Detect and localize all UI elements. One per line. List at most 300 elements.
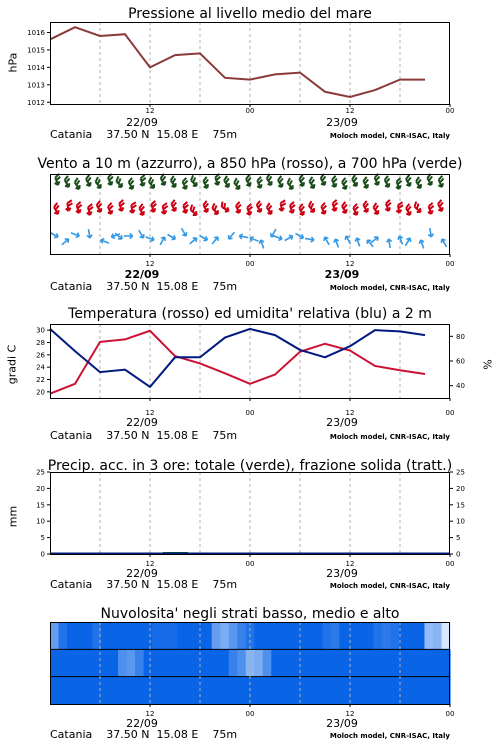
- wind-barb: [395, 202, 404, 213]
- wind-barb-stroke: [413, 177, 425, 189]
- cloud-cell: [110, 677, 119, 705]
- cloud-cell: [382, 677, 391, 705]
- y-tick-label-right: 15: [456, 501, 465, 510]
- temp-panel: [0, 296, 500, 444]
- cloud-panel: [0, 592, 500, 750]
- wind-barb: [403, 237, 412, 247]
- precip-chart: [0, 444, 500, 592]
- wind-barb-stroke: [264, 174, 276, 186]
- wind-barb-stroke: [284, 234, 294, 243]
- cloud-cell: [220, 649, 229, 677]
- cloud-cell: [169, 649, 178, 677]
- wind-barb: [209, 203, 221, 215]
- wind-barb-stroke: [306, 201, 318, 213]
- wind-barb-stroke: [105, 174, 116, 186]
- wind-barb-stroke: [360, 201, 371, 213]
- cloud-cell: [382, 622, 391, 650]
- wind-barb-stroke: [52, 174, 62, 186]
- wind-barb: [287, 202, 297, 214]
- wind-barb: [180, 202, 190, 214]
- wind-barb-stroke: [403, 204, 414, 216]
- wind-barb-stroke: [83, 175, 94, 187]
- cloud-cell: [220, 622, 229, 650]
- station-info: Catania 37.50 N 15.08 E 75m: [50, 728, 238, 741]
- wind-barb-stroke: [306, 177, 318, 189]
- cloud-cell: [339, 677, 348, 705]
- wind-barb: [179, 227, 188, 237]
- cloud-cell: [84, 677, 93, 705]
- pressure-chart: [0, 0, 500, 148]
- wind-barb: [339, 178, 350, 190]
- wind-barb: [372, 174, 383, 186]
- wind-barb-stroke: [296, 175, 307, 187]
- y-tick-label-right: 40: [456, 382, 465, 391]
- date-label: 22/09: [126, 116, 158, 129]
- wind-barb: [113, 176, 125, 188]
- wind-barb: [349, 175, 361, 187]
- wind-barb-stroke: [273, 234, 283, 242]
- cloud-cell: [76, 622, 85, 650]
- wind-barb-stroke: [275, 176, 286, 188]
- y-tick-label: 24: [36, 363, 45, 372]
- wind-barb: [94, 201, 105, 213]
- wind-barb: [51, 203, 62, 215]
- precip-title: Precip. acc. in 3 ore: totale (verde), frazione solida (tratt.): [47, 458, 453, 474]
- cloud-cell: [356, 649, 365, 677]
- wind-barb: [284, 234, 294, 243]
- cloud-cell: [127, 649, 136, 677]
- wind-barb: [258, 239, 266, 249]
- wind-barb: [306, 201, 318, 213]
- cloud-cell: [390, 649, 399, 677]
- cloud-cell: [161, 622, 170, 650]
- wind-barb: [85, 204, 95, 216]
- precip-ylabel: mm: [6, 505, 20, 528]
- cloud-cell: [373, 649, 382, 677]
- cloud-cell: [433, 622, 442, 650]
- wind-barb: [136, 204, 147, 216]
- wind-barb: [278, 200, 287, 211]
- cloud-cell: [220, 677, 229, 705]
- cloud-cell: [186, 649, 195, 677]
- cloud-cell: [152, 677, 161, 705]
- wind-barb-stroke: [124, 234, 133, 239]
- wind-barb-stroke: [349, 175, 361, 187]
- wind-barb: [138, 175, 148, 187]
- wind-barb-stroke: [138, 175, 148, 187]
- wind-barb: [318, 174, 329, 186]
- wind-barb-stroke: [403, 175, 414, 187]
- wind-barb-stroke: [168, 200, 179, 212]
- wind-barb: [64, 200, 73, 211]
- wind-barb: [424, 174, 435, 186]
- wind-barb-stroke: [372, 174, 383, 186]
- cloud-cell: [424, 649, 433, 677]
- y-tick-label: 26: [36, 351, 45, 360]
- pressure-panel: [0, 0, 500, 148]
- wind-chart: [0, 148, 500, 296]
- wind-barb: [397, 235, 405, 245]
- wind-barb: [386, 239, 392, 249]
- wind-barb: [413, 177, 425, 189]
- cloud-cell: [110, 622, 119, 650]
- x-tick-label: 00: [445, 409, 455, 417]
- y-tick-label: 22: [36, 376, 45, 384]
- cloud-cell: [144, 649, 153, 677]
- cloud-cell: [195, 677, 204, 705]
- cloud-cell: [331, 649, 340, 677]
- cloud-cell: [229, 677, 238, 705]
- date-label: 23/09: [324, 268, 360, 281]
- wind-barb-stroke: [440, 238, 449, 248]
- wind-barb: [227, 230, 237, 240]
- wind-barb: [383, 200, 393, 212]
- cloud-cell: [433, 677, 442, 705]
- wind-barb: [305, 236, 315, 242]
- cloud-cell: [118, 622, 127, 650]
- date-label: 23/09: [326, 116, 358, 129]
- cloud-cell: [84, 622, 93, 650]
- cloud-cell: [212, 622, 221, 650]
- cloud-cell: [237, 677, 246, 705]
- cloud-cell: [263, 677, 272, 705]
- cloud-cell: [144, 677, 153, 705]
- wind-barb: [146, 177, 158, 189]
- wind-barb: [330, 200, 340, 212]
- wind-barb: [436, 176, 447, 188]
- wind-barb-stroke: [92, 177, 104, 189]
- x-tick-label: 12: [345, 260, 355, 268]
- wind-barb-stroke: [350, 204, 361, 216]
- wind-barb: [294, 231, 304, 240]
- wind-barb: [200, 201, 211, 213]
- wind-barb: [411, 202, 423, 214]
- wind-barb: [52, 174, 62, 186]
- wind-barb: [284, 178, 296, 190]
- wind-barb: [105, 174, 116, 186]
- wind-barb-stroke: [386, 239, 392, 249]
- wind-barb: [403, 175, 414, 187]
- wind-barb-stroke: [354, 237, 362, 247]
- cloud-cell: [339, 622, 348, 650]
- wind-barb-stroke: [329, 176, 340, 188]
- wind-barb-stroke: [209, 203, 221, 215]
- wind-barb: [403, 204, 414, 216]
- wind-barb-stroke: [74, 202, 84, 214]
- wind-barb-stroke: [244, 204, 254, 216]
- wind-barb-stroke: [168, 176, 180, 188]
- model-credit: Moloch model, CNR-ISAC, Italy: [329, 132, 450, 140]
- cloud-cell: [280, 622, 289, 650]
- y-tick-label-right: 5: [456, 534, 461, 543]
- cloud-cell: [254, 622, 263, 650]
- cloud-cell: [314, 677, 323, 705]
- wind-barb: [318, 203, 329, 215]
- wind-barb: [158, 236, 167, 246]
- wind-barb: [60, 237, 70, 247]
- wind-barb: [360, 201, 371, 213]
- cloud-cell: [297, 622, 306, 650]
- y-tick-label: 1013: [27, 81, 45, 90]
- pressure-ylabel: hPa: [6, 52, 20, 73]
- wind-barb: [264, 203, 276, 215]
- wind-barb: [360, 177, 371, 189]
- wind-barb-stroke: [166, 232, 176, 241]
- wind-barb-stroke: [200, 201, 211, 213]
- cloud-cell: [135, 622, 144, 650]
- precip-panel: [0, 444, 500, 592]
- wind-barb: [273, 234, 283, 242]
- cloud-cell: [365, 677, 374, 705]
- cloud-cell: [348, 622, 357, 650]
- x-tick-label: 12: [145, 710, 155, 718]
- model-credit: Moloch model, CNR-ISAC, Italy: [329, 732, 450, 740]
- wind-barb: [418, 239, 426, 249]
- y-tick-label: 1014: [27, 63, 45, 72]
- cloud-cell: [348, 677, 357, 705]
- wind-barb-stroke: [418, 239, 426, 249]
- wind-barb-stroke: [60, 237, 70, 247]
- temp-title: Temperatura (rosso) ed umidita' relativa (blu) a 2 m: [68, 306, 432, 322]
- wind-barb-stroke: [254, 201, 265, 213]
- cloud-cell: [195, 622, 204, 650]
- station-info: Catania 37.50 N 15.08 E 75m: [50, 429, 238, 442]
- cloud-cell: [67, 677, 76, 705]
- x-tick-label: 12: [145, 409, 155, 417]
- wind-barb: [231, 178, 243, 190]
- y-tick-label-right: 60: [456, 357, 465, 366]
- cloud-cell: [229, 649, 238, 677]
- wind-barb-stroke: [264, 203, 276, 215]
- wind-barb-stroke: [180, 202, 190, 214]
- wind-barb: [329, 176, 340, 188]
- cloud-cell: [322, 622, 331, 650]
- cloud-cell: [305, 649, 314, 677]
- wind-barb: [219, 202, 231, 213]
- date-label: 22/09: [126, 717, 158, 730]
- y-tick-label: 25: [36, 468, 45, 477]
- model-credit: Moloch model, CNR-ISAC, Italy: [329, 284, 450, 292]
- wind-barb-stroke: [395, 202, 404, 213]
- wind-barb: [221, 176, 233, 188]
- cloud-cell: [169, 677, 178, 705]
- cloud-cell: [373, 622, 382, 650]
- wind-barb: [426, 203, 436, 215]
- wind-barb-stroke: [394, 178, 404, 190]
- station-info: Catania 37.50 N 15.08 E 75m: [50, 128, 238, 141]
- wind-barb: [168, 176, 180, 188]
- date-label: 23/09: [326, 717, 358, 730]
- wind-barb: [264, 174, 276, 186]
- wind-barb: [137, 229, 146, 239]
- y-tick-label: 20: [36, 388, 45, 397]
- wind-barb: [394, 178, 404, 190]
- x-tick-label: 12: [145, 260, 155, 268]
- cloud-cell: [212, 649, 221, 677]
- wind-barb: [233, 202, 244, 214]
- wind-barb: [323, 236, 332, 246]
- wind-barb-stroke: [51, 203, 62, 215]
- wind-barb: [275, 176, 286, 188]
- wind-barb: [339, 202, 350, 214]
- cloud-cell: [288, 677, 297, 705]
- wind-barb-stroke: [136, 204, 147, 216]
- wind-barb-stroke: [188, 236, 198, 246]
- wind-title: Vento a 10 m (azzurro), a 850 hPa (rosso), a 700 hPa (verde): [37, 156, 463, 172]
- wind-barb-stroke: [294, 231, 304, 240]
- wind-barb: [354, 237, 362, 247]
- cloud-cell: [118, 677, 127, 705]
- y-tick-label: 28: [36, 339, 45, 347]
- wind-barb: [116, 200, 126, 212]
- wind-barb: [435, 200, 446, 212]
- cloud-cell: [339, 649, 348, 677]
- wind-barb: [239, 234, 249, 240]
- y-tick-label: 20: [36, 484, 45, 493]
- cloud-cell: [254, 649, 263, 677]
- cloud-cell: [118, 649, 127, 677]
- wind-barb-stroke: [62, 176, 73, 188]
- cloud-cell: [101, 649, 110, 677]
- cloud-cell: [416, 677, 425, 705]
- cloud-cell: [416, 622, 425, 650]
- cloud-cell: [144, 622, 153, 650]
- cloud-cell: [161, 649, 170, 677]
- wind-barb-stroke: [318, 203, 329, 215]
- wind-barb-stroke: [158, 236, 167, 246]
- cloud-cell: [152, 622, 161, 650]
- wind-barb-stroke: [360, 177, 371, 189]
- cloud-cell: [178, 649, 187, 677]
- cloud-cell: [271, 677, 280, 705]
- y-tick-label: 10: [36, 517, 45, 526]
- cloud-cell: [305, 677, 314, 705]
- wind-barb-stroke: [243, 175, 254, 187]
- cloud-cell: [390, 677, 399, 705]
- wind-barb-stroke: [424, 174, 435, 186]
- wind-barb: [126, 178, 137, 190]
- wind-barb-stroke: [383, 200, 393, 212]
- cloud-cell: [280, 649, 289, 677]
- date-label: 22/09: [126, 416, 158, 429]
- cloud-cell: [322, 677, 331, 705]
- station-info: Catania 37.50 N 15.08 E 75m: [50, 578, 238, 591]
- cloud-cell: [271, 649, 280, 677]
- wind-barb-stroke: [100, 238, 110, 246]
- y-tick-label-right: 0: [456, 550, 461, 559]
- wind-barb-stroke: [249, 236, 259, 244]
- wind-barb: [306, 177, 318, 189]
- wind-barb: [200, 177, 211, 189]
- date-label: 23/09: [326, 567, 358, 580]
- cloud-cell: [76, 649, 85, 677]
- model-credit: Moloch model, CNR-ISAC, Italy: [329, 582, 450, 590]
- y-tick-label: 30: [36, 326, 45, 335]
- cloud-cell: [203, 622, 212, 650]
- cloud-cell: [331, 677, 340, 705]
- x-tick-label: 12: [345, 710, 355, 718]
- wind-barb-stroke: [382, 176, 393, 188]
- wind-barb: [72, 178, 84, 190]
- cloud-cell: [322, 649, 331, 677]
- wind-barb-stroke: [278, 200, 287, 211]
- wind-barb: [128, 202, 137, 213]
- x-tick-label: 12: [345, 560, 355, 568]
- wind-barb: [158, 174, 169, 186]
- cloud-cell: [84, 649, 93, 677]
- cloud-cell: [331, 622, 340, 650]
- wind-barb: [168, 200, 179, 212]
- wind-barb: [333, 238, 341, 248]
- cloud-cell: [50, 677, 59, 705]
- cloud-cell: [212, 677, 221, 705]
- cloud-cell: [152, 649, 161, 677]
- cloud-cell: [101, 622, 110, 650]
- wind-barb-stroke: [287, 202, 297, 214]
- cloud-cell: [186, 622, 195, 650]
- wind-barb-stroke: [411, 202, 423, 214]
- wind-barb-stroke: [137, 229, 146, 239]
- x-tick-label: 00: [245, 409, 255, 417]
- y-tick-label: 5: [40, 534, 45, 543]
- pressure-line: [50, 27, 425, 97]
- wind-barb-stroke: [219, 202, 231, 213]
- wind-barb-stroke: [86, 229, 92, 239]
- wind-barb: [187, 205, 199, 217]
- wind-barb-stroke: [426, 203, 436, 215]
- cloud-cell: [161, 677, 170, 705]
- wind-barb-stroke: [370, 203, 382, 215]
- wind-barb: [210, 235, 220, 245]
- cloud-cell: [254, 677, 263, 705]
- x-tick-label: 00: [445, 107, 455, 115]
- cloud-cell: [178, 622, 187, 650]
- cloud-cell: [297, 649, 306, 677]
- cloud-cell: [365, 649, 374, 677]
- wind-barb-stroke: [187, 205, 199, 217]
- cloud-cell: [178, 677, 187, 705]
- y-tick-label: 15: [36, 501, 45, 510]
- wind-barb: [105, 203, 116, 215]
- cloud-cell: [280, 677, 289, 705]
- wind-barb: [254, 201, 265, 213]
- wind-barb-stroke: [210, 235, 220, 245]
- cloud-cell: [288, 622, 297, 650]
- cloud-cell: [169, 622, 178, 650]
- x-tick-label: 00: [245, 560, 255, 568]
- wind-barb-stroke: [318, 174, 329, 186]
- date-label: 22/09: [124, 268, 160, 281]
- wind-barb: [70, 231, 80, 239]
- cloud-cell: [59, 677, 68, 705]
- cloud-cell: [305, 622, 314, 650]
- cloud-cell: [433, 649, 442, 677]
- cloud-cell: [127, 622, 136, 650]
- wind-barb-stroke: [85, 204, 95, 216]
- wind-barb-stroke: [254, 177, 265, 189]
- cloud-title: Nuvolosita' negli strati basso, medio e alto: [100, 606, 400, 622]
- wind-barb: [344, 235, 353, 245]
- wind-barb: [254, 177, 265, 189]
- cloud-cell: [356, 677, 365, 705]
- wind-barb: [124, 234, 133, 239]
- cloud-cell: [237, 622, 246, 650]
- cloud-cell: [271, 622, 280, 650]
- cloud-cell: [110, 649, 119, 677]
- wind-panel: [0, 148, 500, 296]
- date-label: 22/09: [126, 567, 158, 580]
- wind-barb-stroke: [160, 203, 170, 215]
